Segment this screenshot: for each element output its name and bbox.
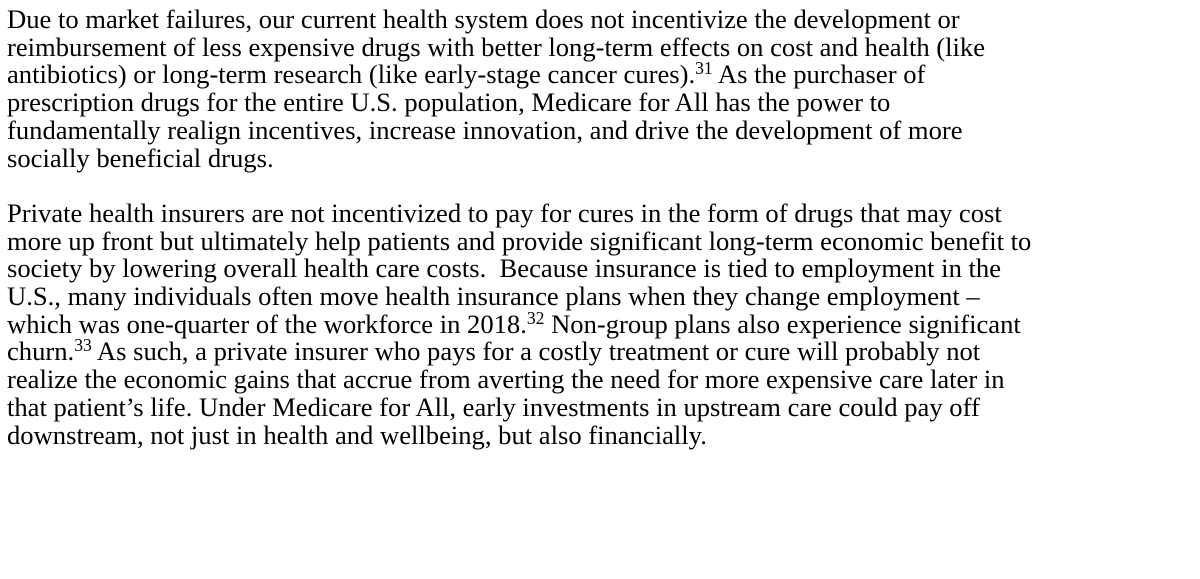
text-line: Private health insurers are not incentivized to pay for cures in the form of drugs that may cost	[7, 197, 1002, 228]
text-line: realize the economic gains that accrue from averting the need for more expensive care later in	[7, 364, 1005, 395]
document-body	[7, 6, 1197, 449]
paragraph-private-insurers	[7, 197, 1197, 450]
text-line: society by lowering overall health care costs. Because insurance is tied to employment in the	[7, 253, 1002, 284]
text-run: As such, a private insurer who pays for a costly treatment or cure will probably not	[91, 336, 981, 367]
text-run: churn.	[7, 336, 75, 367]
text-line	[7, 58, 1197, 90]
text-line	[7, 335, 1197, 367]
text-line: fundamentally realign incentives, increase innovation, and drive the development of more	[7, 114, 963, 145]
text-run: As the purchaser of	[712, 59, 926, 90]
footnote-ref-32: 32	[526, 307, 545, 328]
text-run: Non-group plans also experience significant	[544, 308, 1021, 339]
text-line	[7, 307, 1197, 339]
text-line: U.S., many individuals often move health insurance plans when they change employment –	[7, 281, 980, 312]
paragraph-market-failures	[7, 6, 1197, 172]
footnote-ref-31: 31	[695, 58, 713, 79]
text-line: prescription drugs for the entire U.S. population, Medicare for All has the power to	[7, 87, 891, 118]
text-line: downstream, not just in health and wellbeing, but also financially.	[7, 419, 707, 450]
text-line: Due to market failures, our current health system does not incentivize the development or	[7, 4, 960, 34]
text-run: which was one-quarter of the workforce in 2018.	[7, 308, 527, 339]
text-line: socially beneficial drugs.	[7, 142, 274, 173]
text-run: antibiotics) or long-term research (like early-stage cancer cures).	[7, 59, 696, 90]
text-line: that patient’s life. Under Medicare for All, early investments in upstream care could pay off	[7, 391, 980, 422]
text-line: more up front but ultimately help patients and provide significant long-term economic benefit to	[7, 225, 1032, 256]
footnote-ref-33: 33	[74, 335, 92, 356]
text-line: reimbursement of less expensive drugs with better long-term effects on cost and health (like	[7, 31, 986, 62]
